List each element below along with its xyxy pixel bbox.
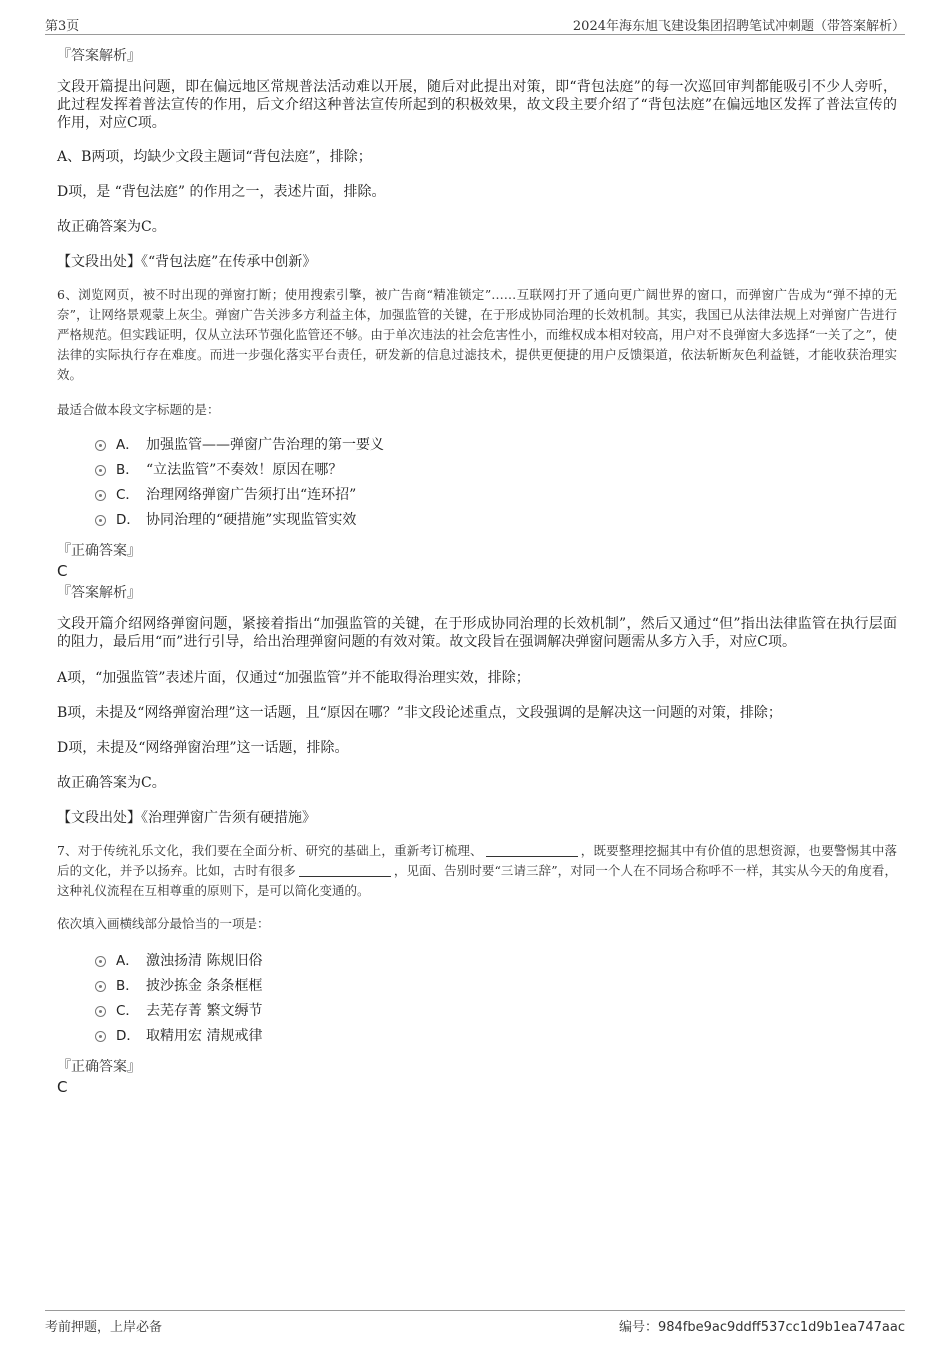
- option-letter: D．: [116, 1028, 140, 1044]
- option-letter: A．: [116, 437, 139, 453]
- option-text: 协同治理的“硬措施”实现监管实效: [146, 512, 357, 528]
- radio-icon[interactable]: [95, 1031, 106, 1042]
- q6-source: 【文段出处】《治理弹窗广告须有硬措施》: [57, 810, 316, 826]
- radio-icon[interactable]: [95, 981, 106, 992]
- q6-option-b[interactable]: [95, 460, 897, 485]
- q6-prompt: 最适合做本段文字标题的是：: [57, 402, 220, 417]
- q7-text-part3: ，见面、告别时要“三请三辞”，对同一个人在不同场合称呼不一样，其实从今天的角度看，这种礼仪流程在互相尊重的原则下，是可以简化变通的。: [57, 863, 897, 898]
- option-text: 加强监管——弹窗广告治理的第一要义: [146, 437, 384, 453]
- radio-icon[interactable]: [95, 515, 106, 526]
- document-title: 2024年海东旭飞建设集团招聘笔试冲刺题（带答案解析）: [572, 19, 905, 34]
- document-code: [619, 1316, 905, 1335]
- option-letter: B．: [116, 462, 139, 478]
- q5-analysis-text: 文段开篇提出问题，即在偏远地区常规普法活动难以开展，随后对此提出对策，即“背包法庭”的每一次巡回审判都能吸引不少人旁听，此过程发挥着普法宣传的作用，后文介绍这种普法宣传所起到的积极效果，故文段主要介绍了“背包法庭”在偏远地区发挥了普法宣传的作用，对应C项。: [57, 79, 897, 131]
- q6-options: [95, 435, 897, 535]
- q6-line-a: A项，“加强监管”表述片面，仅通过“加强监管”并不能取得治理实效，排除；: [57, 670, 530, 686]
- page-number: 第3页: [45, 19, 80, 34]
- q7-options: [95, 951, 897, 1051]
- q5-line-d: D项，是 “背包法庭” 的作用之一，表述片面，排除。: [57, 184, 386, 200]
- q6-analysis-label: 『答案解析』: [57, 585, 141, 601]
- q7-correct-answer: C: [57, 1078, 68, 1096]
- q6-option-d[interactable]: [95, 510, 897, 535]
- code-label: 编号：: [618, 1320, 658, 1335]
- option-letter: C．: [116, 1003, 139, 1019]
- option-text: 去芜存菁 繁文缛节: [146, 1003, 263, 1019]
- q6-correct-label: 『正确答案』: [57, 543, 141, 559]
- code-value: 984fbe9ac9ddff537cc1d9b1ea747aac: [657, 1320, 905, 1335]
- q7-option-a[interactable]: [95, 951, 897, 976]
- q6-line-b: B项，未提及“网络弹窗治理”这一话题，且“原因在哪？”非文段论述重点，文段强调的是解决这一问题的对策，排除；: [57, 705, 782, 721]
- option-text: 取精用宏 清规戒律: [146, 1028, 263, 1044]
- q7-text-part1: 7、对于传统礼乐文化，我们要在全面分析、研究的基础上，重新考订梳理、: [57, 843, 483, 858]
- q5-line-ab: A、B两项，均缺少文段主题词“背包法庭”，排除；: [57, 149, 372, 165]
- q5-analysis-label: 『答案解析』: [57, 48, 141, 64]
- page-content: [57, 46, 897, 1099]
- q7-option-c[interactable]: [95, 1001, 897, 1026]
- option-letter: A．: [116, 953, 139, 969]
- q7-text: [57, 841, 897, 901]
- q6-text: 6、浏览网页，被不时出现的弹窗打断；使用搜索引擎，被广告商“精准锁定”……互联网打开了通向更广阔世界的窗口，而弹窗广告成为“弹不掉的无奈”，让网络景观蒙上灰尘。弹窗广告关涉多方利益主体，加强监管的关键，在于形成协同治理的长效机制。其实，我国已从法律法规上对弹窗广告进行严格规范。但实践证明，仅从立法环节强化监管还不够。由于单次违法的社会危害性小，而维权成本相对较高，用户对不良弹窗大多选择“一关了之”，使法律的实际执行存在难度。而进一步强化落实平台责任，研发新的信息过滤技术，提供更便捷的用户反馈渠道，依法斩断灰色利益链，才能收获治理实效。: [57, 287, 897, 382]
- option-letter: B．: [116, 978, 139, 994]
- q6-conclusion: 故正确答案为C。: [57, 775, 166, 791]
- q7-correct-label: 『正确答案』: [57, 1059, 141, 1075]
- fill-blank-2: [299, 864, 391, 877]
- q7-option-d[interactable]: [95, 1026, 897, 1051]
- q6-correct-answer: C: [57, 562, 68, 580]
- q7-text-part2: ，既要整理挖掘其中有价值的思想资源，也要警惕其中落后的文化，并予以扬弃。比如，古时有很多: [57, 843, 897, 878]
- page-header: [45, 14, 905, 35]
- option-text: 披沙拣金 条条框框: [146, 978, 263, 994]
- option-letter: C．: [116, 487, 139, 503]
- fill-blank-1: [486, 844, 578, 857]
- radio-icon[interactable]: [95, 1006, 106, 1017]
- q5-source: 【文段出处】《“背包法庭”在传承中创新》: [57, 254, 317, 270]
- page-footer: [45, 1310, 905, 1335]
- footer-slogan: 考前押题，上岸必备: [45, 1320, 163, 1335]
- option-text: “立法监管”不奏效！原因在哪？: [146, 462, 343, 478]
- option-text: 治理网络弹窗广告须打出“连环招”: [146, 487, 357, 503]
- option-letter: D．: [116, 512, 140, 528]
- q6-option-c[interactable]: [95, 485, 897, 510]
- radio-icon[interactable]: [95, 465, 106, 476]
- option-text: 激浊扬清 陈规旧俗: [146, 953, 263, 969]
- q6-option-a[interactable]: [95, 435, 897, 460]
- radio-icon[interactable]: [95, 490, 106, 501]
- q7-prompt: 依次填入画横线部分最恰当的一项是：: [57, 916, 270, 931]
- q7-option-b[interactable]: [95, 976, 897, 1001]
- q6-analysis-text: 文段开篇介绍网络弹窗问题，紧接着指出“加强监管的关键，在于形成协同治理的长效机制”，然后又通过“但”指出法律监管在执行层面的阻力，最后用“而”进行引导，给出治理弹窗问题的有效对策。故文段旨在强调解决弹窗问题需从多方入手，对应C项。: [57, 616, 897, 650]
- radio-icon[interactable]: [95, 440, 106, 451]
- q5-conclusion: 故正确答案为C。: [57, 219, 166, 235]
- q6-line-d: D项，未提及“网络弹窗治理”这一话题，排除。: [57, 740, 349, 756]
- radio-icon[interactable]: [95, 956, 106, 967]
